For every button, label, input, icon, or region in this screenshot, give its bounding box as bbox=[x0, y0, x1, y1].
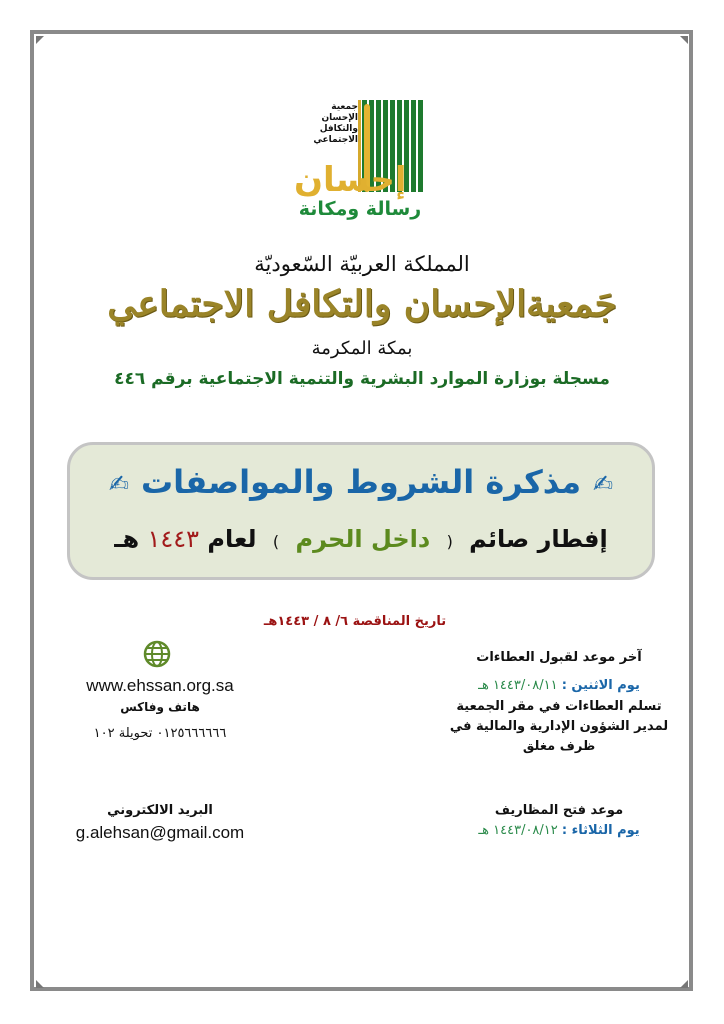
email-address[interactable]: g.alehsan@gmail.com bbox=[75, 823, 245, 842]
logo-wordmark: إحسان bbox=[294, 160, 407, 200]
submission-heading: آخر موعد لقبول العطاءات bbox=[476, 650, 642, 665]
opening-heading: موعد فتح المظاريف bbox=[494, 803, 624, 818]
logo-slogan: رسالة ومكانة bbox=[298, 198, 422, 220]
writing-hand-icon: ✍ bbox=[108, 470, 129, 498]
document-subtitle: إفطار صائم ( داخل الحرم ) لعام ١٤٤٣ هـ bbox=[114, 525, 608, 553]
kingdom-name: المملكة العربيّة السّعوديّة bbox=[254, 252, 470, 276]
city-name: بمكة المكرمة bbox=[311, 338, 413, 359]
submission-date: يوم الاثنين : ١٤٤٣/٠٨/١١ هـ bbox=[478, 678, 640, 693]
email-label: البريد الالكتروني bbox=[107, 803, 213, 818]
association-name: جَمعيةالإحسان والتكافل الاجتماعي bbox=[107, 283, 617, 325]
corner-ornament-top-left bbox=[36, 36, 44, 44]
logo-small-text: جمعية الإحسان والتكافل الاجتماعي bbox=[313, 102, 358, 145]
website-link[interactable]: www.ehssan.org.sa bbox=[86, 676, 234, 695]
year: ١٤٤٣ bbox=[147, 525, 200, 553]
title-box bbox=[67, 442, 655, 580]
association-logo bbox=[290, 100, 430, 225]
registration-line: مسجلة بوزارة الموارد البشرية والتنمية الاجتماعية برقم ٤٤٦ bbox=[114, 369, 610, 389]
opening-date: يوم الثلاثاء : ١٤٤٣/٠٨/١٢ هـ bbox=[478, 823, 640, 838]
phone-label: هاتف وفاكس bbox=[120, 700, 200, 714]
corner-ornament-bottom-left bbox=[36, 980, 44, 988]
phone-number: ٠١٢٥٦٦٦٦٦٦ تحويلة ١٠٢ bbox=[93, 726, 227, 741]
submission-details: تسلم العطاءات في مقر الجمعية لمدير الشؤون الإدارية والمالية في ظرف مغلق bbox=[449, 699, 669, 754]
globe-icon bbox=[143, 640, 171, 668]
location-highlight: داخل الحرم bbox=[295, 525, 431, 553]
tender-date: تاريخ المناقصة ٦/ ٨ / ١٤٤٣هـ bbox=[263, 614, 447, 629]
document-title: ✍مذكرة الشروط والمواصفات✍ bbox=[108, 463, 614, 501]
writing-hand-icon: ✍ bbox=[593, 470, 614, 498]
corner-ornament-bottom-right bbox=[680, 980, 688, 988]
corner-ornament-top-right bbox=[680, 36, 688, 44]
